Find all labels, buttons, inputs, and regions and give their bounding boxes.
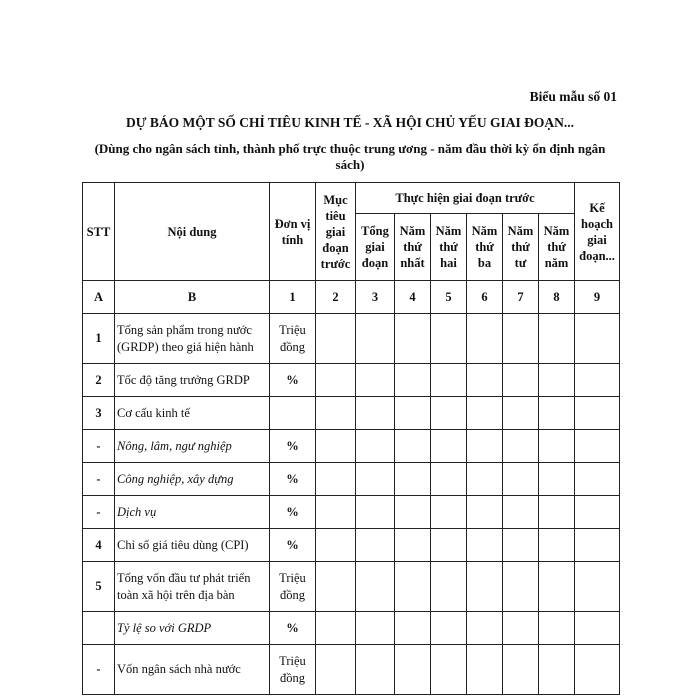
header-content: Nội dung bbox=[115, 183, 270, 281]
value-cell[interactable] bbox=[467, 496, 503, 529]
table-row bbox=[83, 496, 620, 529]
header-prev-year-4: Năm thứ tư bbox=[503, 214, 539, 281]
value-cell[interactable] bbox=[467, 397, 503, 430]
row-content: Nông, lâm, ngư nghiệp bbox=[115, 430, 270, 463]
header-prev-year-5: Năm thứ năm bbox=[539, 214, 575, 281]
header-plan: Kế hoạch giai đoạn... bbox=[575, 183, 620, 281]
value-cell[interactable] bbox=[539, 397, 575, 430]
table-row bbox=[83, 562, 620, 612]
value-cell[interactable] bbox=[503, 430, 539, 463]
value-cell[interactable] bbox=[316, 496, 356, 529]
row-unit: % bbox=[270, 496, 316, 529]
row-stt: 2 bbox=[83, 364, 115, 397]
value-cell[interactable] bbox=[316, 529, 356, 562]
value-cell[interactable] bbox=[575, 463, 620, 496]
value-cell[interactable] bbox=[431, 314, 467, 364]
value-cell[interactable] bbox=[575, 314, 620, 364]
value-cell[interactable] bbox=[316, 397, 356, 430]
value-cell[interactable] bbox=[395, 645, 431, 695]
row-content: Tỷ lệ so với GRDP bbox=[115, 612, 270, 645]
value-cell[interactable] bbox=[539, 314, 575, 364]
value-cell[interactable] bbox=[503, 529, 539, 562]
value-cell[interactable] bbox=[467, 612, 503, 645]
column-letter: 4 bbox=[395, 281, 431, 314]
value-cell[interactable] bbox=[575, 645, 620, 695]
row-unit: % bbox=[270, 364, 316, 397]
row-content: Dịch vụ bbox=[115, 496, 270, 529]
value-cell[interactable] bbox=[316, 364, 356, 397]
value-cell[interactable] bbox=[431, 645, 467, 695]
table-row bbox=[83, 529, 620, 562]
value-cell[interactable] bbox=[575, 612, 620, 645]
column-letter-row bbox=[83, 281, 620, 314]
value-cell[interactable] bbox=[431, 430, 467, 463]
row-content: Tổng vốn đầu tư phát triển toàn xã hội trên địa bàn bbox=[115, 562, 270, 612]
value-cell[interactable] bbox=[503, 397, 539, 430]
row-content: Tốc độ tăng trưởng GRDP bbox=[115, 364, 270, 397]
row-unit: Triệu đồng bbox=[270, 314, 316, 364]
value-cell[interactable] bbox=[431, 562, 467, 612]
row-content: Cơ cấu kinh tế bbox=[115, 397, 270, 430]
value-cell[interactable] bbox=[356, 496, 395, 529]
column-letter: B bbox=[115, 281, 270, 314]
value-cell[interactable] bbox=[356, 314, 395, 364]
value-cell[interactable] bbox=[539, 364, 575, 397]
row-unit: % bbox=[270, 612, 316, 645]
row-content: Công nghiệp, xây dựng bbox=[115, 463, 270, 496]
value-cell[interactable] bbox=[503, 645, 539, 695]
header-prev-total: Tổng giai đoạn bbox=[356, 214, 395, 281]
value-cell[interactable] bbox=[575, 364, 620, 397]
value-cell[interactable] bbox=[539, 529, 575, 562]
value-cell[interactable] bbox=[431, 463, 467, 496]
column-letter: 6 bbox=[467, 281, 503, 314]
header-prev-year-2: Năm thứ hai bbox=[431, 214, 467, 281]
header-unit: Đơn vị tính bbox=[270, 183, 316, 281]
value-cell[interactable] bbox=[467, 645, 503, 695]
value-cell[interactable] bbox=[395, 496, 431, 529]
row-stt: - bbox=[83, 463, 115, 496]
value-cell[interactable] bbox=[539, 645, 575, 695]
value-cell[interactable] bbox=[395, 314, 431, 364]
value-cell[interactable] bbox=[395, 364, 431, 397]
header-stt: STT bbox=[83, 183, 115, 281]
document-subtitle: (Dùng cho ngân sách tỉnh, thành phố trực thuộc trung ương - năm đầu thời kỳ ổn định ngân sách) bbox=[94, 141, 606, 172]
value-cell[interactable] bbox=[316, 562, 356, 612]
row-content: Chỉ số giá tiêu dùng (CPI) bbox=[115, 529, 270, 562]
table-row bbox=[83, 430, 620, 463]
indicator-table bbox=[82, 182, 620, 695]
value-cell[interactable] bbox=[356, 430, 395, 463]
value-cell[interactable] bbox=[539, 430, 575, 463]
value-cell[interactable] bbox=[575, 397, 620, 430]
value-cell[interactable] bbox=[316, 430, 356, 463]
table-row bbox=[83, 463, 620, 496]
value-cell[interactable] bbox=[356, 612, 395, 645]
row-unit bbox=[270, 397, 316, 430]
value-cell[interactable] bbox=[395, 463, 431, 496]
value-cell[interactable] bbox=[356, 562, 395, 612]
value-cell[interactable] bbox=[316, 645, 356, 695]
value-cell[interactable] bbox=[316, 463, 356, 496]
value-cell[interactable] bbox=[431, 612, 467, 645]
row-unit: % bbox=[270, 463, 316, 496]
value-cell[interactable] bbox=[467, 529, 503, 562]
value-cell[interactable] bbox=[575, 562, 620, 612]
value-cell[interactable] bbox=[575, 496, 620, 529]
value-cell[interactable] bbox=[431, 529, 467, 562]
column-letter: 9 bbox=[575, 281, 620, 314]
value-cell[interactable] bbox=[467, 463, 503, 496]
column-letter: 2 bbox=[316, 281, 356, 314]
table-row bbox=[83, 364, 620, 397]
table-row bbox=[83, 645, 620, 695]
column-letter: 1 bbox=[270, 281, 316, 314]
row-stt: - bbox=[83, 430, 115, 463]
value-cell[interactable] bbox=[356, 463, 395, 496]
value-cell[interactable] bbox=[467, 364, 503, 397]
value-cell[interactable] bbox=[316, 314, 356, 364]
table-row bbox=[83, 612, 620, 645]
value-cell[interactable] bbox=[467, 562, 503, 612]
form-number: Biểu mẫu số 01 bbox=[529, 89, 617, 104]
value-cell[interactable] bbox=[539, 612, 575, 645]
value-cell[interactable] bbox=[539, 496, 575, 529]
value-cell[interactable] bbox=[503, 463, 539, 496]
document-title: DỰ BÁO MỘT SỐ CHỈ TIÊU KINH TẾ - XÃ HỘI CHỦ YẾU GIAI ĐOẠN... bbox=[126, 115, 574, 130]
value-cell[interactable] bbox=[356, 645, 395, 695]
value-cell[interactable] bbox=[395, 562, 431, 612]
row-stt: 5 bbox=[83, 562, 115, 612]
column-letter: 7 bbox=[503, 281, 539, 314]
value-cell[interactable] bbox=[503, 612, 539, 645]
value-cell[interactable] bbox=[467, 314, 503, 364]
value-cell[interactable] bbox=[395, 612, 431, 645]
value-cell[interactable] bbox=[575, 529, 620, 562]
row-stt: 3 bbox=[83, 397, 115, 430]
row-unit: % bbox=[270, 529, 316, 562]
value-cell[interactable] bbox=[395, 397, 431, 430]
value-cell[interactable] bbox=[431, 496, 467, 529]
row-stt: 1 bbox=[83, 314, 115, 364]
value-cell[interactable] bbox=[395, 430, 431, 463]
column-letter: 3 bbox=[356, 281, 395, 314]
row-content: Tổng sản phẩm trong nước (GRDP) theo giá hiện hành bbox=[115, 314, 270, 364]
value-cell[interactable] bbox=[539, 463, 575, 496]
column-letter: 5 bbox=[431, 281, 467, 314]
value-cell[interactable] bbox=[503, 314, 539, 364]
value-cell[interactable] bbox=[395, 529, 431, 562]
row-stt: - bbox=[83, 496, 115, 529]
value-cell[interactable] bbox=[467, 430, 503, 463]
header-prev-year-3: Năm thứ ba bbox=[467, 214, 503, 281]
row-unit: % bbox=[270, 430, 316, 463]
column-letter: A bbox=[83, 281, 115, 314]
row-stt: - bbox=[83, 645, 115, 695]
value-cell[interactable] bbox=[503, 364, 539, 397]
header-prev-year-1: Năm thứ nhất bbox=[395, 214, 431, 281]
value-cell[interactable] bbox=[503, 496, 539, 529]
value-cell[interactable] bbox=[356, 397, 395, 430]
row-stt bbox=[83, 612, 115, 645]
value-cell[interactable] bbox=[539, 562, 575, 612]
value-cell[interactable] bbox=[575, 430, 620, 463]
header-target: Mục tiêu giai đoạn trước bbox=[316, 183, 356, 281]
table-row bbox=[83, 397, 620, 430]
value-cell[interactable] bbox=[431, 397, 467, 430]
row-unit: Triệu đồng bbox=[270, 645, 316, 695]
column-letter: 8 bbox=[539, 281, 575, 314]
value-cell[interactable] bbox=[503, 562, 539, 612]
value-cell[interactable] bbox=[431, 364, 467, 397]
value-cell[interactable] bbox=[316, 612, 356, 645]
row-stt: 4 bbox=[83, 529, 115, 562]
header-previous-period: Thực hiện giai đoạn trước bbox=[356, 183, 575, 214]
value-cell[interactable] bbox=[356, 529, 395, 562]
value-cell[interactable] bbox=[356, 364, 395, 397]
row-content: Vốn ngân sách nhà nước bbox=[115, 645, 270, 695]
table-row bbox=[83, 314, 620, 364]
row-unit: Triệu đồng bbox=[270, 562, 316, 612]
